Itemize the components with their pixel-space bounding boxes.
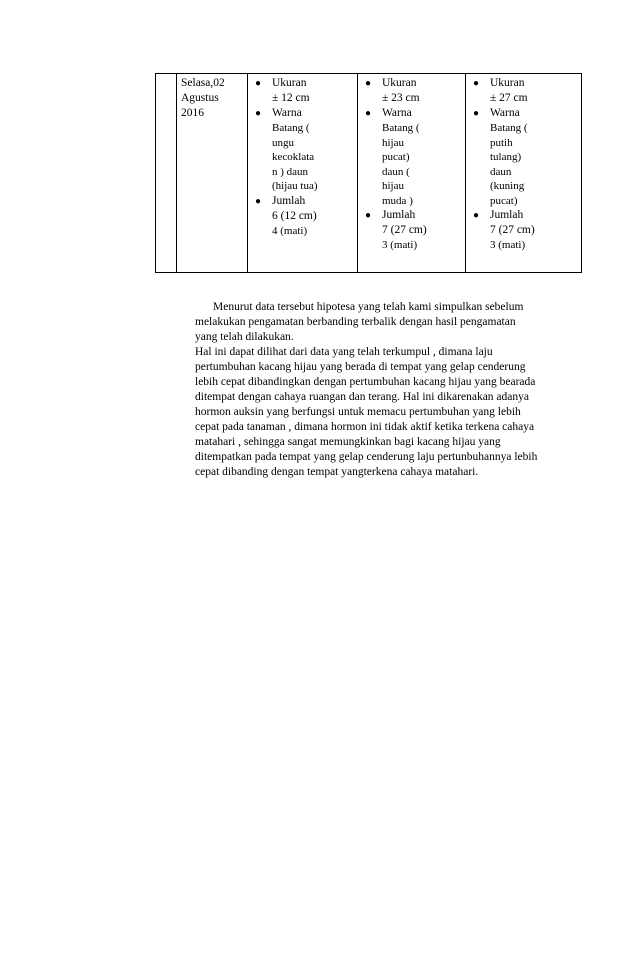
ukuran-label: Ukuran xyxy=(382,77,417,89)
list-item xyxy=(470,106,578,121)
jumlah-line: 6 (12 cm) xyxy=(272,209,317,222)
jumlah-label: Jumlah xyxy=(490,209,524,221)
observation-cell-2 xyxy=(358,74,466,273)
bullet-icon: ● xyxy=(473,108,480,119)
bullet-icon: ● xyxy=(473,210,480,221)
ukuran-value: ± 27 cm xyxy=(490,92,528,104)
row-number-cell xyxy=(156,74,177,273)
paragraph-line: ditempatkan pada tempat yang gelap cenderung laju pertunbuhannya lebih xyxy=(195,451,538,463)
bullet-icon: ● xyxy=(255,78,262,89)
warna-line: muda ) xyxy=(382,194,413,207)
bullet-icon: ● xyxy=(473,78,480,89)
warna-line: Batang ( xyxy=(490,122,528,134)
bullet-icon: ● xyxy=(255,195,262,207)
paragraph-line: pertumbuhan kacang hijau yang berada di tempat yang gelap cenderung xyxy=(195,361,526,373)
paragraph-line: melakukan pengamatan berbanding terbalik dengan hasil pengamatan xyxy=(195,316,516,328)
warna-line: (kuning xyxy=(490,180,525,192)
jumlah-line: 3 (mati) xyxy=(490,239,526,251)
table-row xyxy=(156,74,582,273)
warna-line: tulang) xyxy=(490,151,522,163)
paragraph-line: cepat pada tanaman , dimana hormon ini tidak aktif ketika terkena cahaya xyxy=(195,421,535,433)
ukuran-value: ± 23 cm xyxy=(382,92,420,104)
jumlah-label: Jumlah xyxy=(272,194,306,207)
bullet-icon: ● xyxy=(365,108,372,119)
warna-line: putih xyxy=(490,136,513,149)
bullet-icon: ● xyxy=(365,78,372,89)
warna-line: kecoklata xyxy=(272,151,315,163)
list-item xyxy=(252,194,354,209)
date-line: Agustus xyxy=(181,92,219,104)
warna-line: hijau xyxy=(382,180,404,192)
warna-label: Warna xyxy=(490,107,520,119)
bullet-icon: ● xyxy=(365,210,372,221)
warna-line: pucat) xyxy=(382,151,410,163)
list-item xyxy=(470,76,578,91)
warna-line: pucat) xyxy=(490,194,518,207)
warna-line: Batang ( xyxy=(382,122,420,134)
list-item xyxy=(362,76,462,91)
warna-line: daun ( xyxy=(382,165,410,178)
date-cell xyxy=(177,74,248,273)
bullet-icon: ● xyxy=(255,108,262,119)
warna-line: (hijau tua) xyxy=(272,180,318,192)
list-item xyxy=(252,106,354,121)
warna-line: n ) daun xyxy=(272,165,309,178)
warna-label: Warna xyxy=(272,107,302,119)
warna-line: ungu xyxy=(272,136,294,149)
warna-line: hijau xyxy=(382,136,404,149)
ukuran-value: ± 12 cm xyxy=(272,92,310,104)
observation-cell-1 xyxy=(248,74,358,273)
observation-cell-3 xyxy=(466,74,582,273)
date-line: Selasa,02 xyxy=(181,77,225,89)
date-line: 2016 xyxy=(181,107,204,119)
list-item xyxy=(362,106,462,121)
jumlah-line: 7 (27 cm) xyxy=(490,224,535,236)
ukuran-label: Ukuran xyxy=(272,77,307,89)
list-item xyxy=(252,76,354,91)
paragraph-line: ditempat dengan cahaya ruangan dan terang. Hal ini dikarenakan adanya xyxy=(195,391,529,403)
jumlah-line: 4 (mati) xyxy=(272,224,308,237)
warna-line: Batang ( xyxy=(272,122,310,134)
paragraph-line: hormon auksin yang berfungsi untuk memacu pertumbuhan yang lebih xyxy=(195,406,521,418)
paragraph-line: cepat dibanding dengan tempat yangterkena cahaya matahari. xyxy=(195,466,479,478)
observation-table xyxy=(155,73,582,273)
body-text xyxy=(195,300,570,480)
list-item xyxy=(470,208,578,223)
paragraph-line: lebih cepat dibandingkan dengan pertumbuhan kacang hijau yang bearada xyxy=(195,376,536,388)
paragraph-line: Hal ini dapat dilihat dari data yang telah terkumpul , dimana laju xyxy=(195,346,493,358)
jumlah-line: 7 (27 cm) xyxy=(382,224,427,236)
warna-label: Warna xyxy=(382,107,412,119)
paragraph-line: Menurut data tersebut hipotesa yang telah kami simpulkan sebelum xyxy=(213,301,524,313)
paragraph-line: yang telah dilakukan. xyxy=(195,331,294,343)
jumlah-line: 3 (mati) xyxy=(382,239,418,251)
paragraph-line: matahari , sehingga sangat memungkinkan bagi kacang hijau yang xyxy=(195,436,501,448)
jumlah-label: Jumlah xyxy=(382,209,416,221)
list-item xyxy=(362,208,462,223)
warna-line: daun xyxy=(490,165,512,178)
ukuran-label: Ukuran xyxy=(490,77,525,89)
